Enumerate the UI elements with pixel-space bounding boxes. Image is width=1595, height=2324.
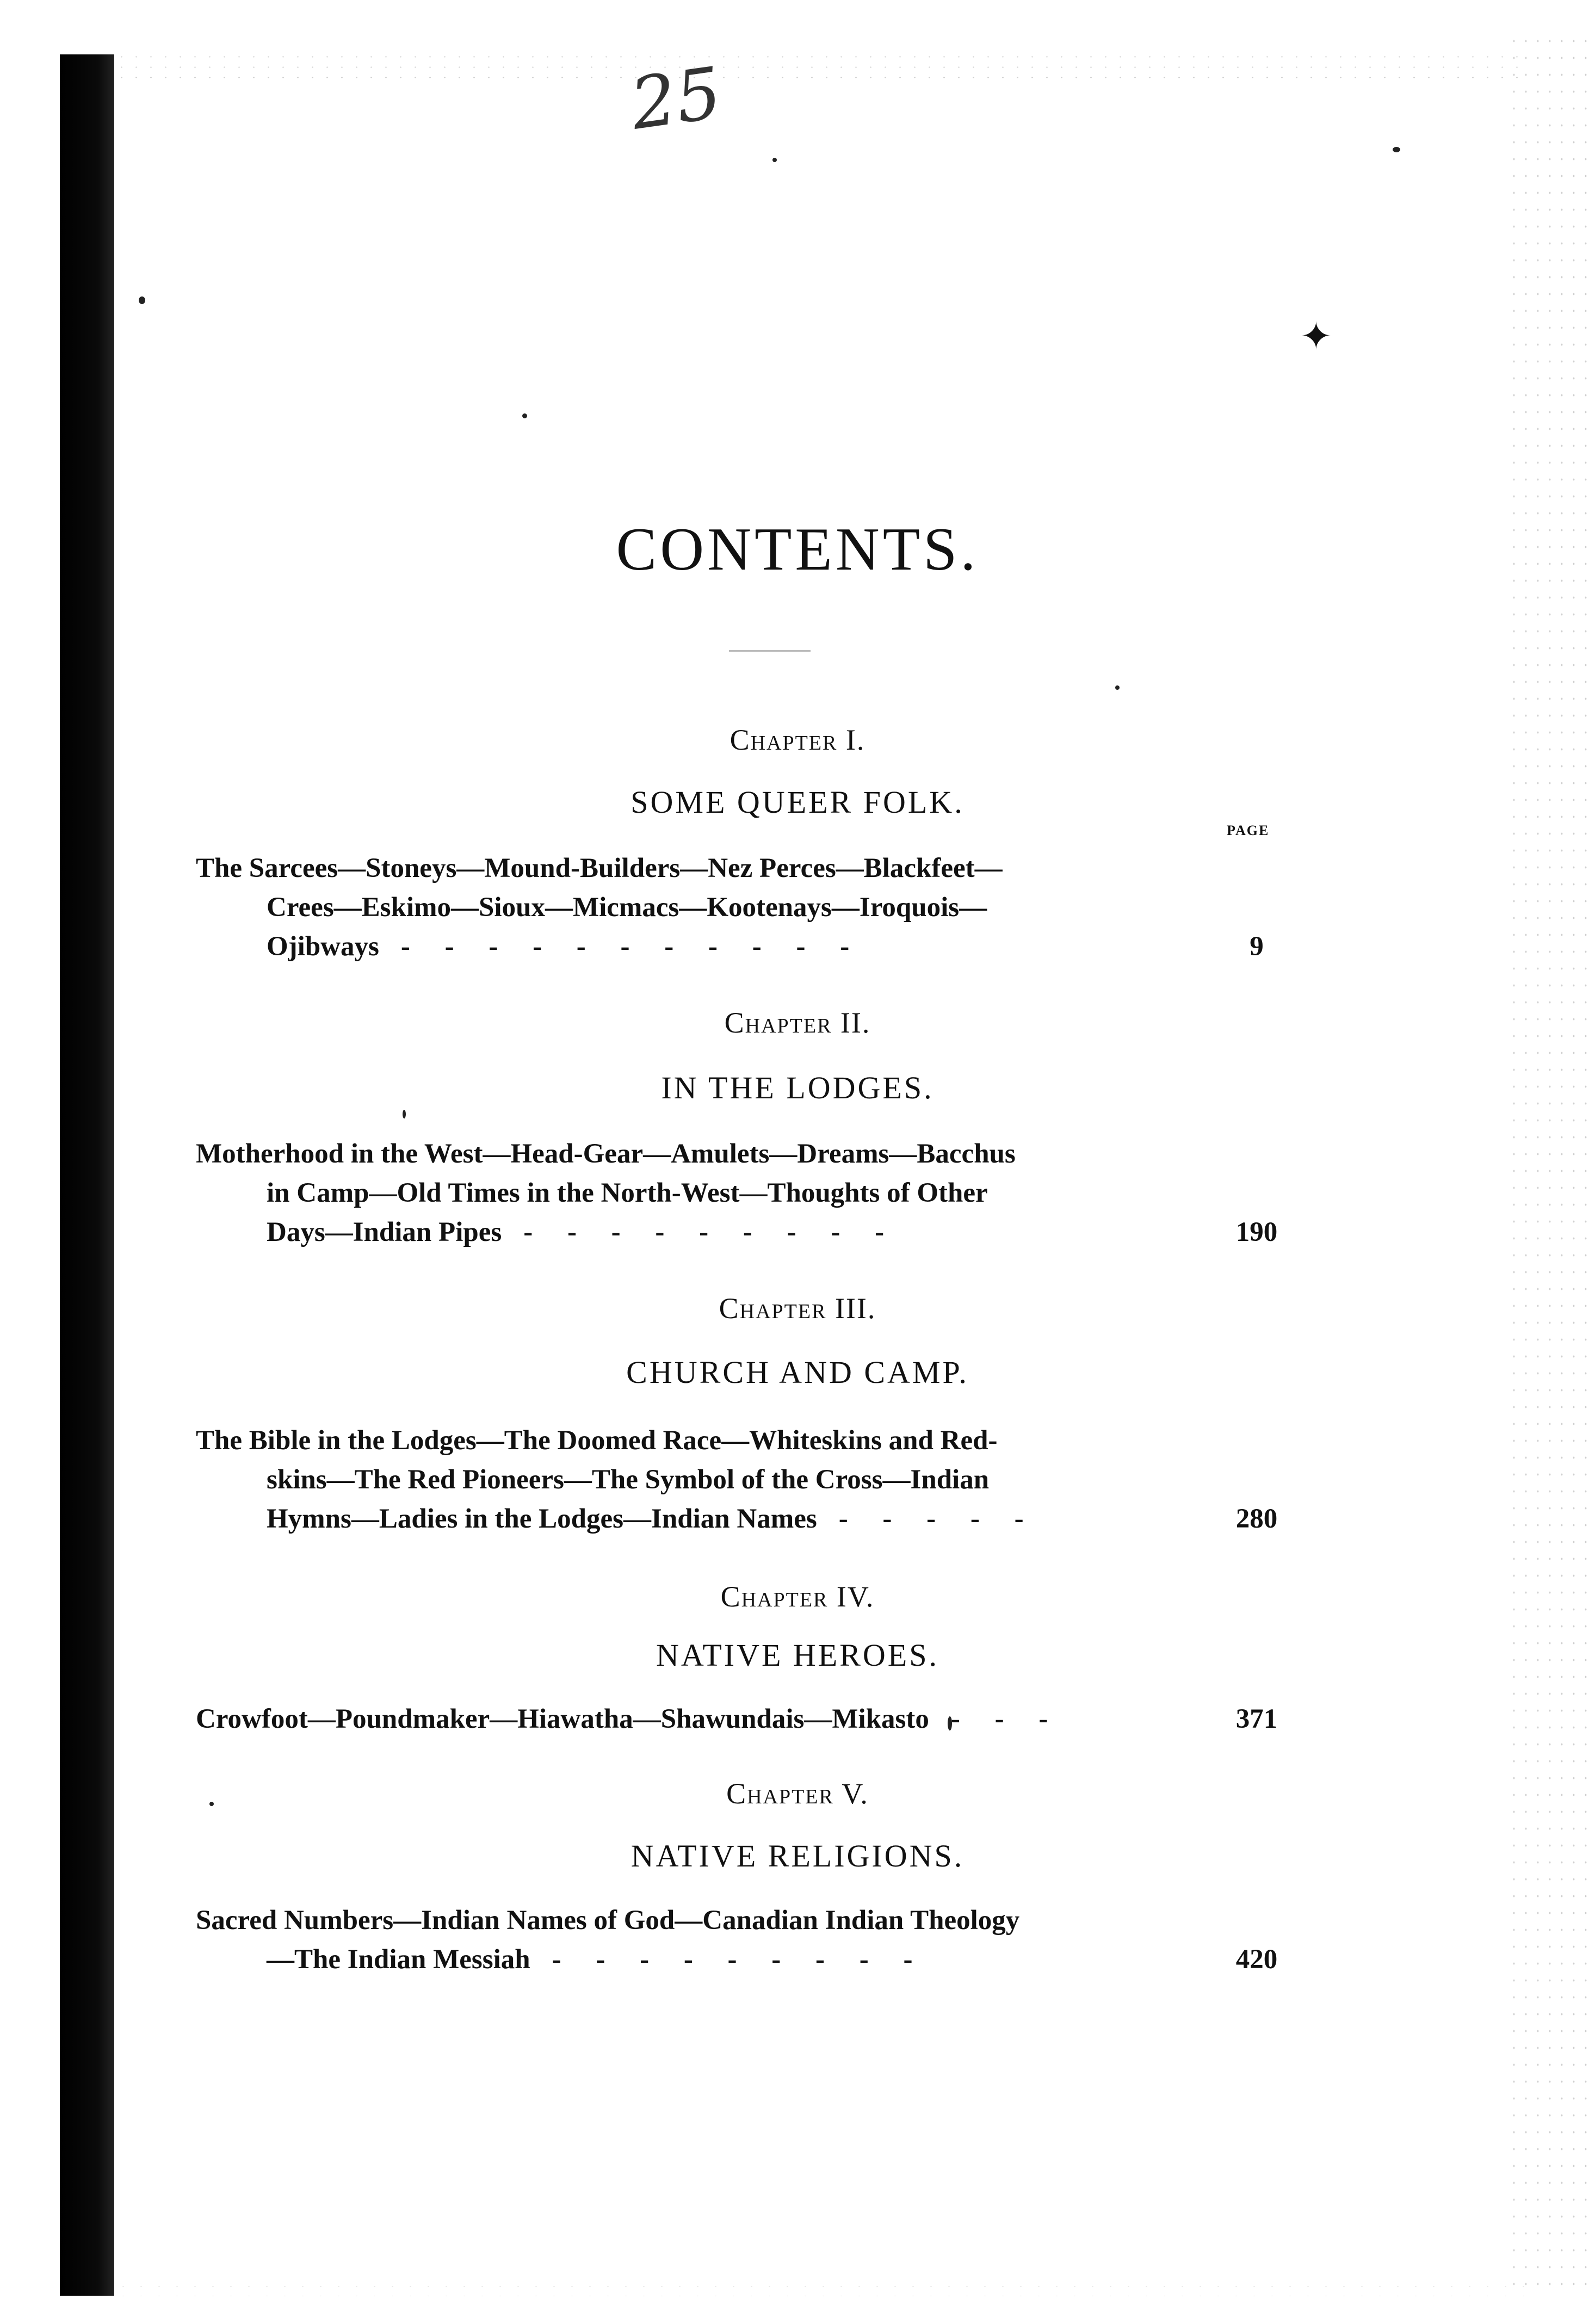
chapter-entry [196, 1699, 1202, 1739]
chapter-entry [196, 1901, 1202, 1979]
chapter-title: SOME QUEER FOLK. [630, 784, 965, 820]
chapter-title: CHURCH AND CAMP. [626, 1355, 969, 1390]
entry-line: The Bible in the Lodges—The Doomed Race—Whiteskins and Red- [196, 1425, 998, 1456]
entry-line-last [196, 1213, 1202, 1252]
speck [1393, 147, 1400, 152]
entry-line: Sacred Numbers—Indian Names of God—Canadian Indian Theology [196, 1905, 1020, 1936]
chapter-entry [196, 1134, 1202, 1252]
entry-line-text: Crowfoot—Poundmaker—Hiawatha—Shawundais—Mikasto [196, 1704, 929, 1734]
chapter-entry [196, 849, 1202, 966]
dot-leaders: - - - - - - - - - [552, 1944, 913, 1975]
entry-line-text: Ojibways [267, 931, 379, 962]
dot-leaders: - - - [950, 1704, 1048, 1734]
entry-line-last [196, 927, 1202, 966]
chapter-label: Chapter I. [730, 724, 865, 756]
scan-noise-top [114, 52, 1529, 84]
chapter-label: Chapter III. [719, 1292, 876, 1325]
entry-line: skins—The Red Pioneers—The Symbol of the Cross—Indian [267, 1464, 990, 1495]
page-column-label: PAGE [1227, 823, 1270, 838]
entry-line: Motherhood in the West—Head-Gear—Amulets—Dreams—Bacchus [196, 1139, 1016, 1169]
chapter-title: NATIVE HEROES. [656, 1637, 939, 1673]
chapter-title: NATIVE RELIGIONS. [630, 1838, 965, 1874]
pencil-annotation: 25 [626, 51, 727, 146]
scan-noise-right-edge [1508, 33, 1595, 2290]
binding-shadow [60, 54, 114, 2296]
scan-noise-bottom [114, 2282, 1529, 2304]
page-title: CONTENTS. [616, 516, 979, 583]
entry-line: Crees—Eskimo—Sioux—Micmacs—Kootenays—Iroquois— [267, 892, 987, 923]
chapter-title: IN THE LODGES. [661, 1070, 934, 1105]
speck [403, 1110, 406, 1118]
page-number: 420 [1235, 1944, 1278, 1975]
speck [1115, 685, 1120, 690]
page-number: 190 [1235, 1217, 1278, 1247]
dot-leaders: - - - - - [838, 1504, 1024, 1534]
ink-blot-icon: ✦ [1300, 316, 1332, 358]
entry-line-last [196, 1699, 1202, 1739]
chapter-label: Chapter IV. [720, 1580, 875, 1613]
dot-leaders: - - - - - - - - - - - [400, 931, 850, 962]
chapter-entry [196, 1421, 1202, 1538]
entry-line-text: —The Indian Messiah [267, 1944, 530, 1975]
entry-line: in Camp—Old Times in the North-West—Thoughts of Other [267, 1178, 988, 1208]
entry-line-last [196, 1499, 1202, 1538]
entry-line: The Sarcees—Stoneys—Mound-Builders—Nez Perces—Blackfeet— [196, 853, 1003, 883]
chapter-label: Chapter II. [724, 1006, 871, 1039]
title-rule [729, 650, 811, 652]
entry-line-last [196, 1940, 1202, 1979]
entry-line-text: Hymns—Ladies in the Lodges—Indian Names [267, 1504, 817, 1534]
speck [522, 413, 527, 418]
speck [772, 158, 777, 162]
entry-line-text: Days—Indian Pipes [267, 1217, 502, 1247]
dot-leaders: - - - - - - - - - [523, 1217, 885, 1247]
chapter-label: Chapter V. [726, 1777, 869, 1810]
page-number: 9 [1250, 931, 1264, 962]
page-number: 371 [1235, 1704, 1278, 1734]
speck [139, 296, 145, 304]
page-number: 280 [1235, 1504, 1278, 1534]
